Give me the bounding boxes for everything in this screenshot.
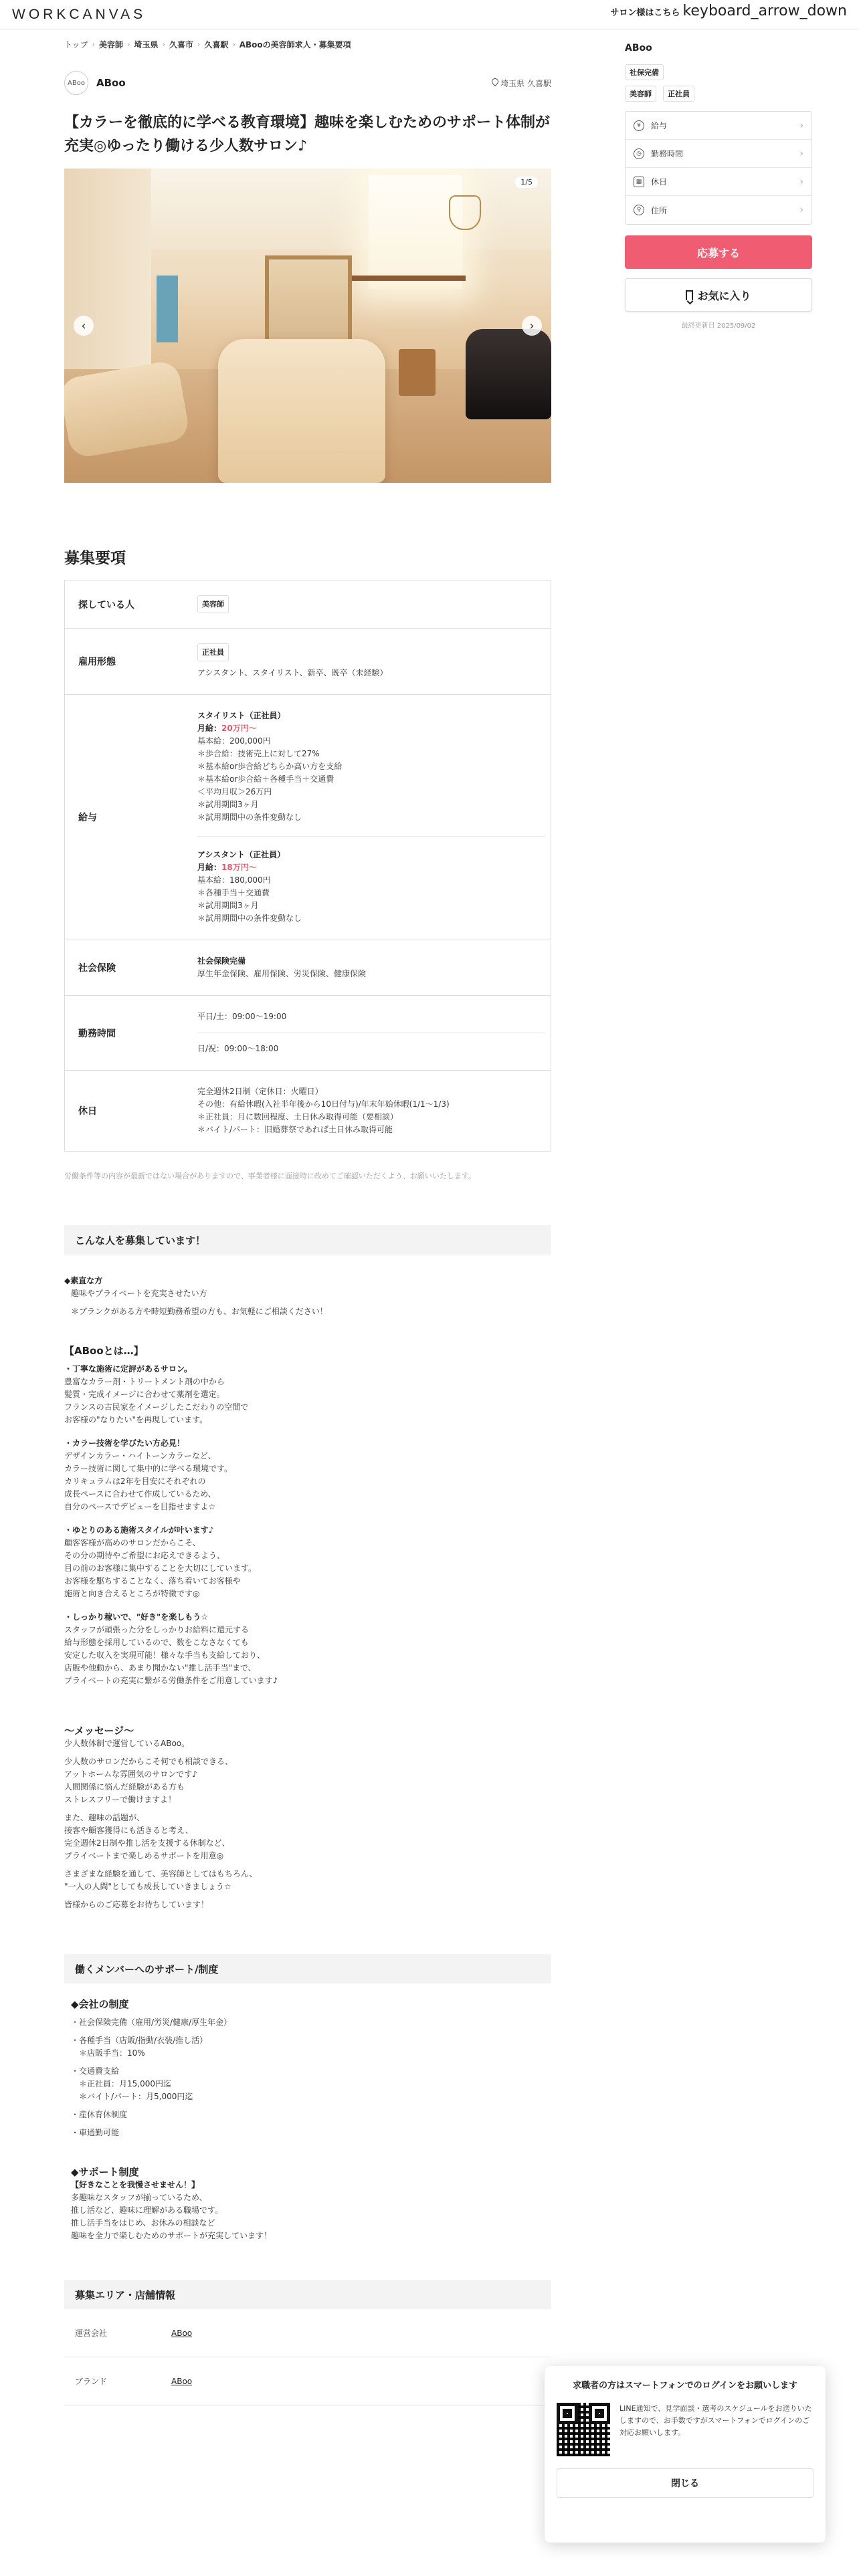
salary-line: 基本給：200,000円: [197, 736, 271, 746]
salary-line: ＊基本給or歩合給どちらか高い方を支給: [197, 762, 343, 771]
req-row-holidays: [65, 1071, 551, 1151]
about-line: お客様の"なりたい"を再現しています。: [64, 1415, 208, 1424]
employment-text: アシスタント、スタイリスト、新卒、既卒（未経験）: [197, 668, 388, 677]
apply-button[interactable]: 応募する: [625, 235, 812, 269]
about-line: お客様を駆ちすることなく、落ち着いてお客様や: [64, 1576, 241, 1586]
wanted-p1-title: ◆素直な方: [64, 1276, 103, 1285]
about-line: 成長ペースに合わせて作成しているため、: [64, 1489, 216, 1499]
sidebar-salon-name: ABoo: [625, 43, 652, 53]
salary-line: ＜平均月収＞26万円: [197, 787, 272, 796]
support-heading: 働くメンバーへのサポート/制度: [64, 1954, 551, 1983]
company-item: ・産休育休制度: [71, 2110, 128, 2119]
login-text: LINE通知で、見学面談・選考のスケジュールをお送りいたしますので、お手数ですがスマートフォンでログインのご対応お願いします。: [619, 2404, 812, 2437]
breadcrumb-item[interactable]: 埼玉県: [134, 40, 159, 49]
sidebar: [625, 43, 812, 330]
site-header: [0, 0, 859, 29]
support-line: 趣味を全力で楽しむためのサポートが充実しています！: [71, 2231, 272, 2240]
about-line: カリキュラムは2年を目安にそれぞれの: [64, 1477, 206, 1486]
message-line: 皆様からのご応募をお待ちしています！: [64, 1900, 209, 1909]
wanted-heading: こんな人を募集しています！: [64, 1225, 551, 1255]
company-item: ・車通勤可能: [71, 2128, 120, 2137]
disclaimer-note: 労働条件等の内容が最新ではない場合がありますので、事業者様に面接時に改めてご確認いただくよう、お願いいたします。: [64, 1172, 476, 1180]
about-line: 髪質・完成イメージに合わせて薬剤を選定。: [64, 1390, 225, 1399]
holiday-line: ＊正社員：月に数回程度、土日休み取得可能（要相談）: [197, 1112, 399, 1121]
support-sub: 【好きなことを我慢させません！】: [71, 2180, 200, 2189]
salary-line: 基本給：180,000円: [197, 875, 271, 885]
message-line: 少人数体制で運営しているABoo。: [64, 1739, 190, 1748]
about-block-title: ・カラー技術を学びたい方必見！: [64, 1438, 185, 1448]
area-table: [64, 2309, 551, 2405]
login-prompt-card: [545, 2366, 826, 2543]
req-label: 勤務時間: [78, 1028, 116, 1039]
info-holidays[interactable]: [626, 168, 812, 196]
requirements-table: [64, 580, 551, 1152]
about-line: デザインカラー・ハイトーンカラーなど、: [64, 1451, 216, 1461]
holiday-line: 完全週休2日制（定休日：火曜日）: [197, 1087, 323, 1096]
area-value-link[interactable]: ABoo: [171, 2328, 193, 2338]
stylist-monthly: 月給：20万円〜: [197, 724, 257, 733]
keyboard-arrow-down-icon[interactable]: keyboard_arrow_down: [682, 3, 847, 19]
chevron-right-icon: ›: [232, 40, 235, 49]
breadcrumb-current: ABooの美容師求人・募集要項: [239, 40, 351, 49]
salary-line: ＊歩合給：技術売上に対して27%: [197, 749, 320, 758]
site-logo[interactable]: WORKCANVAS: [12, 7, 147, 22]
about-title: 【ABooとは…】: [64, 1345, 144, 1357]
company-item: ・社会保険完備（雇用/労災/健康/厚生年金）: [71, 2018, 232, 2027]
about-line: 店販や他動から、あまり聞かない"推し活手当"まで、: [64, 1663, 256, 1673]
wanted-p1-line: 趣味やプライベートを充実させたい方: [71, 1289, 207, 1298]
chevron-right-icon: ›: [92, 40, 96, 49]
company-item: ＊店販手当：10%: [71, 2048, 145, 2058]
yen-icon: ¥: [634, 120, 644, 131]
tag-hairdresser: 美容師: [625, 86, 656, 102]
calendar-icon: ▦: [634, 177, 644, 187]
chevron-right-icon: ›: [127, 40, 130, 49]
insurance-title: 社会保険完備: [197, 956, 246, 966]
main-content: [64, 70, 551, 2405]
req-label: 休日: [78, 1106, 97, 1117]
chevron-right-icon: ›: [197, 40, 201, 49]
tag-fulltime: 正社員: [663, 86, 694, 102]
gallery-next-button[interactable]: ›: [522, 316, 542, 336]
info-hours[interactable]: [626, 140, 812, 168]
support-line: 推し活手当をはじめ、お休みの相談など: [71, 2218, 215, 2228]
info-label: 住所: [651, 205, 668, 215]
req-row-hours: [65, 996, 551, 1071]
salon-head: [64, 70, 551, 96]
about-line: 給与形態を採用しているので、数をこなさなくても: [64, 1638, 249, 1647]
company-item: ＊バイト/パート：月5,000円迄: [71, 2092, 193, 2101]
company-title: ◆会社の制度: [71, 1998, 129, 2010]
salary-line: ＊各種手当＋交通費: [197, 888, 270, 897]
chevron-right-icon: ›: [162, 40, 165, 49]
job-title: 【カラーを徹底的に学べる教育環境】趣味を楽しむためのサポート体制が充実◎ゆったり働ける少人数サロン♪: [64, 114, 551, 154]
gallery-prev-button[interactable]: ‹: [74, 316, 94, 336]
bookmark-icon: [686, 290, 693, 300]
company-item: ・交通費支給: [71, 2066, 120, 2076]
about-line: 施術と向き合えるところが特徴です◎: [64, 1589, 200, 1598]
about-block-title: ・しっかり稼いで、"好き"を楽しもう☆: [64, 1612, 209, 1622]
message-line: プライベートまで楽しめるサポートを用意◎: [64, 1851, 224, 1860]
about-line: プライベートの充実に繋がる労働条件をご用意しています♪: [64, 1676, 278, 1685]
area-key: 運営会社: [75, 2329, 108, 2338]
gallery-counter: 1/5: [515, 177, 538, 188]
info-label: 給与: [651, 121, 668, 130]
wanted-body: [64, 1275, 551, 1911]
salary-line: ＊基本給or歩合給＋各種手当＋交通費: [197, 774, 335, 784]
req-row-employment: [65, 629, 551, 695]
area-key: ブランド: [75, 2377, 108, 2386]
assistant-monthly: 月給：18万円〜: [197, 863, 257, 872]
info-address[interactable]: [626, 196, 812, 224]
support-body: [64, 1998, 551, 2242]
about-line: 顧客客様が高めのサロンだからこそ、: [64, 1538, 201, 1547]
sidebar-tags: [625, 64, 812, 102]
support-line: 推し活など、趣味に理解がある職場です。: [71, 2206, 223, 2215]
chevron-right-icon: ›: [799, 120, 803, 131]
about-block-title: ・ゆとりのある施術スタイルが叶います♪: [64, 1525, 214, 1535]
req-label: 雇用形態: [78, 657, 116, 667]
message-line: 人間関係に悩んだ経験がある方も: [64, 1782, 185, 1792]
salary-line: ＊試用期間中の条件変動なし: [197, 914, 302, 923]
photo-gallery[interactable]: [64, 169, 551, 483]
salon-link[interactable]: [610, 3, 847, 19]
salon-link-label[interactable]: サロン様はこちら: [610, 8, 680, 18]
breadcrumb-item[interactable]: 久喜市: [169, 40, 193, 49]
breadcrumb-item[interactable]: 美容師: [99, 40, 124, 49]
chevron-right-icon: ›: [799, 148, 803, 159]
salary-line: ＊試用期間中の条件変動なし: [197, 813, 302, 822]
chevron-right-icon: ›: [799, 205, 803, 215]
map-pin-icon: [491, 78, 498, 88]
assistant-title: アシスタント（正社員）: [197, 850, 286, 859]
message-line: アットホームな雰囲気のサロンです♪: [64, 1769, 197, 1779]
about-line: 安定した収入を実現可能！様々な手当も支給しており、: [64, 1650, 266, 1660]
hours-weekend: 日/祝：09:00〜18:00: [197, 1044, 279, 1053]
req-row-seeking: [65, 580, 551, 629]
tag-social-insurance: 社保完備: [625, 64, 664, 80]
favorite-button[interactable]: [625, 278, 812, 312]
about-line: 目の前のお客様に集中することを大切にしています。: [64, 1564, 257, 1573]
req-label: 給与: [78, 813, 97, 823]
holiday-line: その他：有給休暇(入社半年後から10日付与)/年末年始休暇(1/1〜1/3): [197, 1099, 450, 1109]
info-label: 休日: [651, 177, 668, 187]
req-row-salary: [65, 695, 551, 940]
sidebar-info-list: [625, 111, 812, 225]
about-line: フランスの古民家をイメージしたこだわりの空間で: [64, 1402, 249, 1412]
message-line: また、趣味の話題が、: [64, 1813, 145, 1822]
message-line: 完全週休2日制や推し活を支援する休制など、: [64, 1838, 230, 1848]
stylist-title: スタイリスト（正社員）: [197, 711, 286, 720]
requirements-title: 募集要項: [64, 550, 126, 567]
salary-line: ＊試用期間3ヶ月: [197, 901, 259, 910]
divider: [197, 836, 545, 837]
message-line: ストレスフリーで働けますよ！: [64, 1795, 177, 1804]
about-line: 自分のペースでデビューを目指せますよ☆: [64, 1502, 216, 1511]
last-updated: 最終更新日 2025/09/02: [681, 322, 756, 330]
req-label: 探している人: [78, 599, 134, 611]
about-line: その分の期待やご希望にお応えできるよう、: [64, 1551, 225, 1560]
insurance-text: 厚生年金保険、雇用保険、労災保険、健康保険: [197, 969, 367, 978]
about-line: カラー技術に関して集中的に学べる環境です。: [64, 1464, 233, 1473]
login-title: 求職者の方はスマートフォンでのログインをお願いします: [572, 2381, 798, 2391]
area-heading: 募集エリア・店舗情報: [64, 2280, 551, 2309]
salon-name: ABoo: [96, 77, 126, 89]
area-row: [64, 2309, 551, 2357]
close-button[interactable]: 閉じる: [557, 2468, 814, 2498]
area-value-link[interactable]: ABoo: [171, 2376, 193, 2386]
breadcrumb: [64, 39, 351, 50]
holiday-line: ＊バイト/パート：旧婚葬祭であれば土日休み取得可能: [197, 1125, 393, 1134]
breadcrumb-item[interactable]: 久喜駅: [204, 40, 229, 49]
wanted-p1-note: ＊ブランクがある方や時短勤務希望の方も、お気軽にご相談ください！: [71, 1307, 328, 1316]
req-label: 社会保険: [78, 963, 116, 974]
message-title: 〜メッセージ〜: [64, 1725, 134, 1737]
area-row: [64, 2357, 551, 2405]
salary-line: ＊試用期間3ヶ月: [197, 800, 259, 809]
breadcrumb-item[interactable]: トップ: [64, 40, 88, 49]
about-line: 豊富なカラー剤・トリートメント剤の中から: [64, 1377, 225, 1386]
message-line: "一人の人間"としても成長していきましょう☆: [64, 1882, 231, 1891]
info-label: 勤務時間: [651, 149, 684, 158]
company-item: ・各種手当（店販/指動/衣装/推し活）: [71, 2036, 208, 2045]
chevron-right-icon: ›: [799, 176, 803, 187]
favorite-label: お気に入り: [697, 289, 751, 302]
req-row-insurance: [65, 940, 551, 996]
support-title: ◆サポート制度: [71, 2166, 139, 2178]
salon-logo: ABoo: [64, 71, 88, 95]
about-block-title: ・丁寧な施術に定評があるサロン。: [64, 1364, 193, 1374]
hours-weekday: 平日/土：09:00〜19:00: [197, 1012, 287, 1021]
qr-code: [557, 2403, 610, 2456]
location-text: 埼玉県 久喜駅: [500, 78, 551, 88]
message-line: さまざまな経験を通して、美容師としてはもちろん、: [64, 1869, 258, 1879]
support-line: 多趣味なスタッフが揃っているため、: [71, 2193, 207, 2202]
message-line: 接客や顧客獲得にも活きると考え、: [64, 1826, 193, 1835]
tag-hairdresser: 美容師: [197, 595, 229, 613]
info-salary[interactable]: [626, 112, 812, 140]
message-line: 少人数のサロンだからこそ何でも相談できる、: [64, 1757, 233, 1766]
location-icon: ⚲: [634, 205, 644, 215]
tag-fulltime: 正社員: [197, 643, 229, 661]
about-line: スタッフが頑張った分をしっかりお給料に還元する: [64, 1625, 250, 1634]
salon-location: [491, 78, 551, 89]
company-item: ＊正社員：月15,000円迄: [71, 2079, 171, 2088]
clock-icon: ◷: [634, 148, 644, 159]
